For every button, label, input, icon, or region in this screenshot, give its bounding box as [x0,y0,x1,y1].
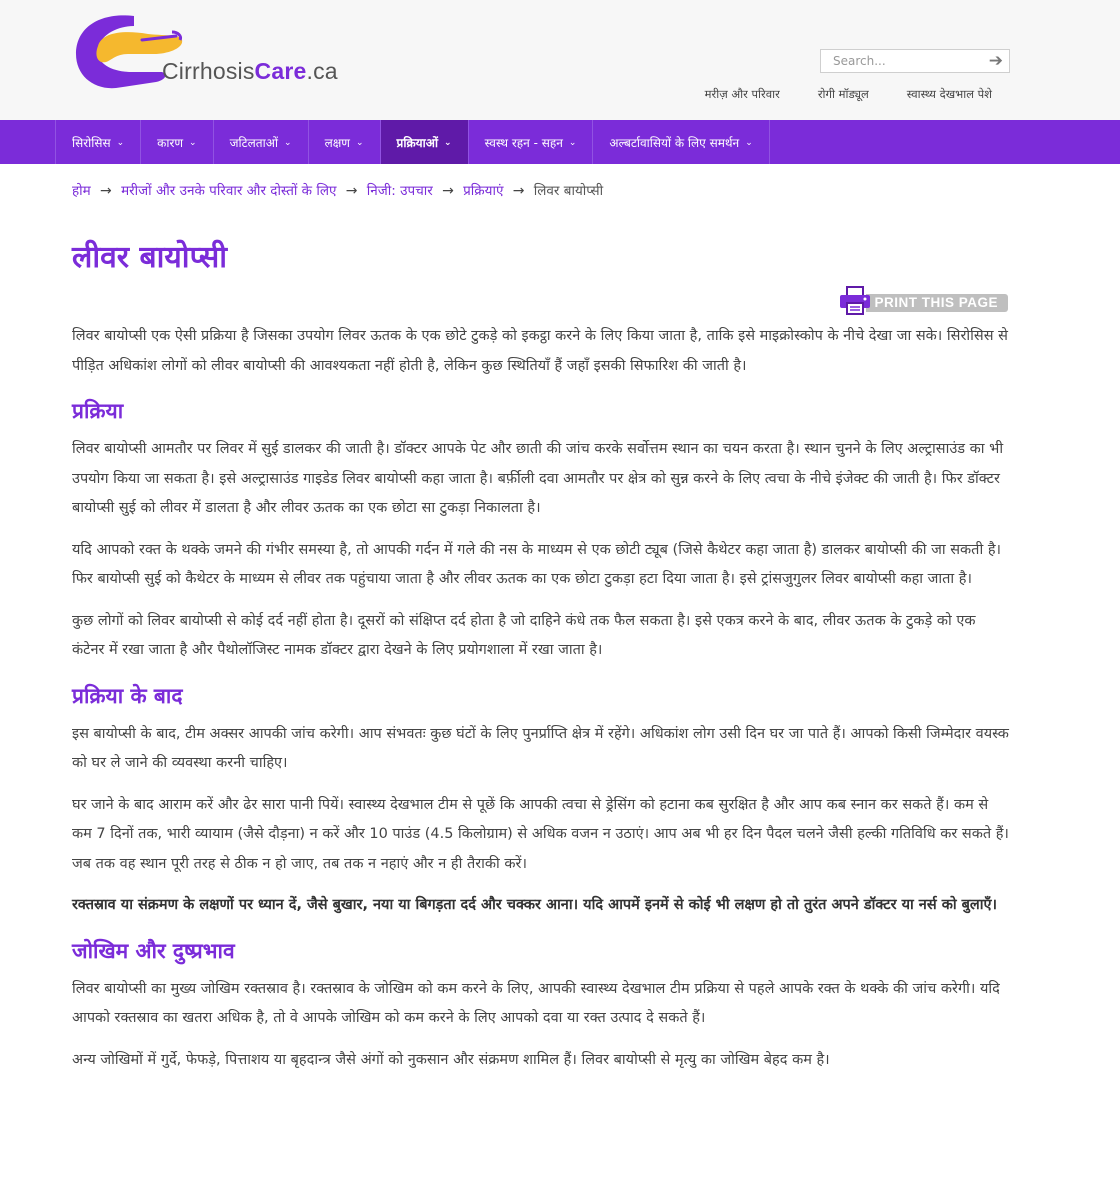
chevron-down-icon: ⌄ [355,138,364,148]
nav-item-label: प्रक्रियाओं [396,135,439,150]
chevron-down-icon: ⌄ [745,138,753,148]
breadcrumb-treatment[interactable]: निजी: उपचार [366,183,433,199]
breadcrumb-home[interactable]: होम [72,183,91,199]
procedure-paragraph-3: कुछ लोगों को लिवर बायोप्सी से कोई दर्द नहीं होता है। दूसरों को संक्षिप्त दर्द होता है जो दाहिने कंधे तक फैल सकता है। इसे एकत्र करने के बाद, लीवर ऊतक के टुकड़े को एक कंटेनर में रखा जाता है और पैथोलॉजिस्ट नामक डॉक्टर द्वारा देखने के लिए प्रयोगशाला में रखा जाता है। [72,612,976,658]
section-heading-procedure: प्रक्रिया [72,399,124,423]
nav-item-cirrhosis[interactable] [56,120,141,164]
arrow-right-icon: → [100,183,112,199]
nav-item-symptoms[interactable] [309,120,381,164]
after-paragraph-1: इस बायोप्सी के बाद, टीम अक्सर आपकी जांच करेगी। आप संभवतः कुछ घंटों के लिए पुनर्प्राप्ति क्षेत्र में रहेंगे। अधिकांश लोग उसी दिन घर जा पाते हैं। आपको किसी जिम्मेदार वयस्क को घर ले जाने की व्यवस्था करनी चाहिए। [72,725,1009,771]
procedure-paragraph-2: यदि आपको रक्त के थक्के जमने की गंभीर समस्या है, तो आपकी गर्दन में गले की नस के माध्यम से एक छोटी ट्यूब (जिसे कैथेटर कहा जाता है) डालकर बायोप्सी की जा सकती है। फिर बायोप्सी सुई को कैथेटर के माध्यम से लीवर तक पहुंचाया जाता है और लीवर ऊतक का एक छोटा टुकड़ा हटा दिया जाता है। इसे ट्रांसजुगुलर लिवर बायोप्सी कहा जाता है। [72,541,1002,587]
chevron-down-icon: ⌄ [284,138,292,148]
search-box [820,49,1010,73]
main-content [72,236,1010,1087]
risks-paragraph-1: लिवर बायोप्सी का मुख्य जोखिम रक्तस्राव है। रक्तस्राव के जोखिम को कम करने के लिए, आपकी स्वास्थ्य देखभाल टीम प्रक्रिया से पहले आपके रक्त के थक्के की जांच करेगी। यदि आपको रक्तस्राव का खतरा अधिक है, तो वे आपके जोखिम को कम करने के लिए आपको दवा या रक्त उत्पाद दे सकते हैं। [72,980,1000,1026]
search-input[interactable] [821,50,976,72]
top-link-health-professionals[interactable]: स्वास्थ्य देखभाल पेशे [906,87,992,101]
print-row [72,290,1010,322]
breadcrumb-procedures[interactable]: प्रक्रियाएं [463,183,504,199]
section-heading-after-procedure: प्रक्रिया के बाद [72,683,183,708]
arrow-right-icon: → [512,183,525,199]
search-arrow-icon[interactable]: ➔ [988,51,1003,71]
arrow-right-icon: → [442,183,454,199]
nav-item-label: अल्बर्टावासियों के लिए समर्थन [609,135,740,150]
nav-item-label: कारण [157,135,184,150]
section-heading-risks: जोखिम और दुष्प्रभाव [72,938,235,963]
after-paragraph-2: घर जाने के बाद आराम करें और ढेर सारा पानी पियें। स्वास्थ्य देखभाल टीम से पूछें कि आपकी त्वचा से ड्रेसिंग को हटाना कब सुरक्षित है और आप कब स्नान कर सकते हैं। कम से कम 7 दिनों तक, भारी व्यायाम (जैसे दौड़ना) न करें और 10 पाउंड (4.5 किलोग्राम) से अधिक वजन न उठाएं। आप अब भी हर दिन पैदल चलने जैसी हल्की गतिविधि कर सकते हैं। जब तक वह स्थान पूरी तरह से ठीक न हो जाए, तब तक न नहाएं और न ही तैराकी करें। [72,796,1009,872]
top-links [705,87,992,102]
site-header [0,0,1120,120]
breadcrumb-patients-families[interactable]: मरीजों और उनके परिवार और दोस्तों के लिए [121,183,337,199]
nav-item-healthy-living[interactable] [469,120,594,164]
procedure-paragraph-1: लिवर बायोप्सी आमतौर पर लिवर में सुई डालकर की जाती है। डॉक्टर आपके पेट और छाती की जांच करके सर्वोत्तम स्थान का चयन करता है। स्थान चुनने के लिए अल्ट्रासाउंड का भी उपयोग किया जा सकता है। इसे अल्ट्रासाउंड गाइडेड लिवर बायोप्सी कहा जाता है। बर्फ़ीली दवा आमतौर पर क्षेत्र को सुन्न करने के लिए त्वचा के नीचे इंजेक्ट की जाती है। फिर डॉक्टर बायोप्सी सुई को लीवर में डालता है और लीवर ऊतक का एक छोटा सा टुकड़ा निकालता है। [72,441,1004,516]
nav-item-causes[interactable] [141,120,213,164]
nav-item-albertans-support[interactable] [593,120,769,164]
printer-icon [838,286,872,316]
site-logo[interactable] [72,10,338,94]
after-warning-paragraph: रक्तस्राव या संक्रमण के लक्षणों पर ध्यान दें, जैसे बुखार, नया या बिगड़ता दर्द और चक्कर आना। यदि आपमें इनमें से कोई भी लक्षण हो तो तुरंत अपने डॉक्टर या नर्स को बुलाएँ। [72,897,998,913]
chevron-down-icon: ⌄ [568,138,577,148]
arrow-right-icon: → [345,183,358,199]
top-link-patients-families[interactable]: मरीज़ और परिवार [704,87,780,101]
top-link-patient-modules[interactable]: रोगी मॉड्यूल [817,87,869,101]
chevron-down-icon: ⌄ [189,138,197,148]
page-title: लीवर बायोप्सी [72,240,228,275]
risks-paragraph-2: अन्य जोखिमों में गुर्दे, फेफड़े, पित्ताशय या बृहदान्त्र जैसे अंगों को नुकसान और संक्रमण शामिल हैं। लिवर बायोप्सी से मृत्यु का जोखिम बेहद कम है। [72,1051,830,1068]
nav-item-complications[interactable] [214,120,309,164]
nav-item-label: स्वस्थ रहन - सहन [484,135,563,150]
nav-item-label: सिरोसिस [72,135,111,150]
intro-paragraph: लिवर बायोप्सी एक ऐसी प्रक्रिया है जिसका उपयोग लिवर ऊतक के एक छोटे टुकड़े को इकट्ठा करने के लिए किया जाता है, ताकि इसे माइक्रोस्कोप के नीचे देखा जा सके। सिरोसिस से पीड़ित अधिकांश लोगों को लीवर बायोप्सी की आवश्यकता नहीं होती है, लेकिन कुछ स्थितियाँ हैं जहाँ इसकी सिफारिश की जाती है। [72,328,1008,374]
breadcrumb [72,181,603,199]
main-nav-list [55,120,770,164]
main-nav [0,120,1120,164]
nav-item-procedures[interactable] [381,120,469,164]
breadcrumb-current: लिवर बायोप्सी [533,183,604,199]
print-button[interactable] [838,292,1008,314]
logo-text: CirrhosisCare.ca [162,58,338,84]
nav-item-label: लक्षण [324,135,350,150]
print-label: PRINT THIS PAGE [866,294,1008,312]
chevron-down-icon: ⌄ [116,138,125,148]
nav-item-label: जटिलताओं [229,135,279,150]
chevron-down-icon: ⌄ [444,138,452,148]
